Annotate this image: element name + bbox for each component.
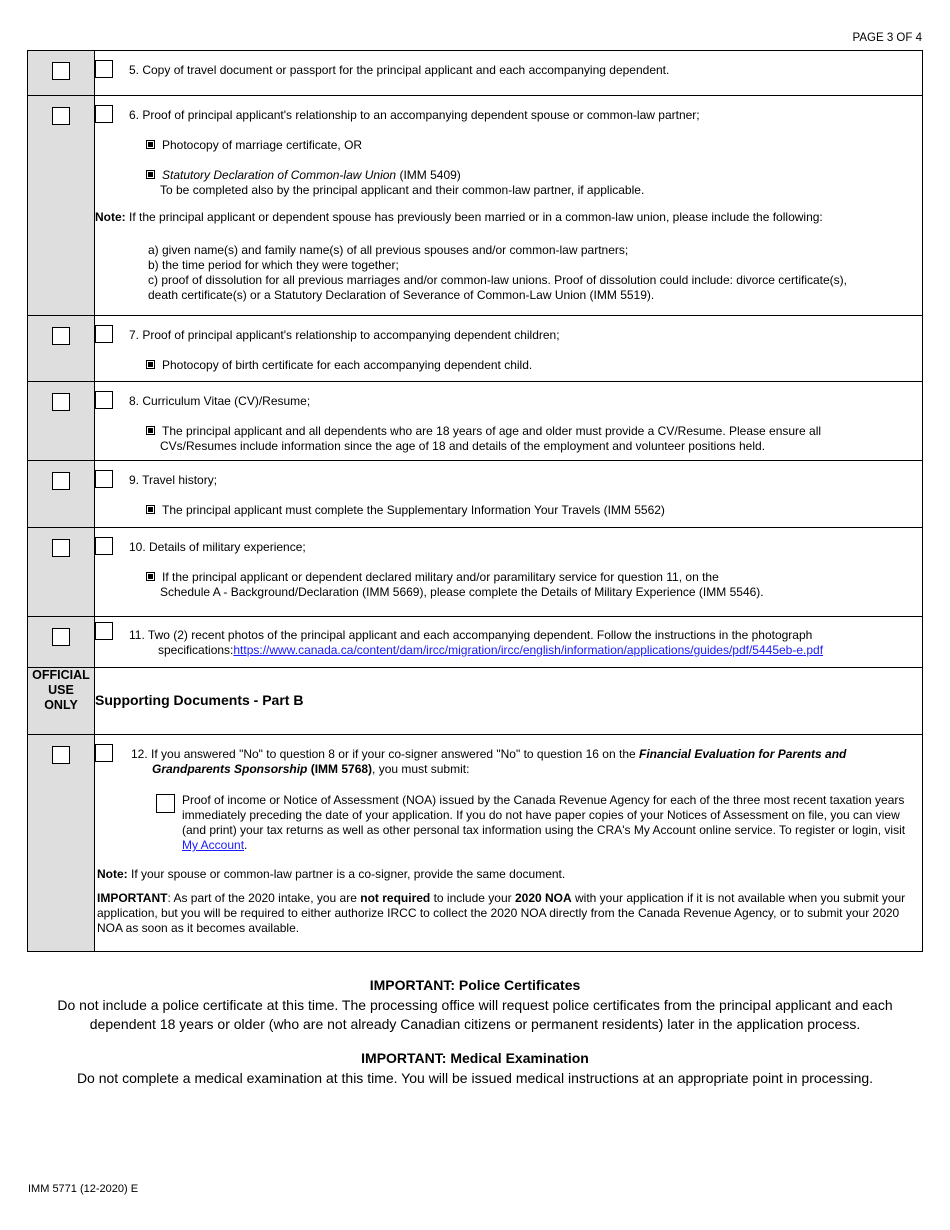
item-10-text: 10. Details of military experience; xyxy=(129,540,306,554)
bullet-icon xyxy=(146,426,155,435)
item-7-text: 7. Proof of principal applicant's relationship to accompanying dependent children; xyxy=(129,328,560,342)
checklist-row-11: 11. Two (2) recent photos of the principal applicant and each accompanying dependent. Follow the instructions in the photograph specifications:https://www.canada.ca/content/dam/ircc/migration/ircc/english/information/applications/guides/pdf/5445eb-e.pdf xyxy=(28,617,923,668)
checklist-row-8 xyxy=(28,382,923,461)
official-use-cell xyxy=(28,382,95,461)
bullet-icon xyxy=(146,170,155,179)
item-9-checkbox[interactable] xyxy=(95,470,113,488)
official-use-cell xyxy=(28,735,95,952)
item-8-checkbox[interactable] xyxy=(95,391,113,409)
official-use-checkbox[interactable] xyxy=(52,107,70,125)
official-use-checkbox[interactable] xyxy=(52,62,70,80)
checklist-row-5 xyxy=(28,51,923,96)
medical-examination-section xyxy=(40,1049,910,1088)
item-12-note: Note: If your spouse or common-law partner is a co-signer, provide the same document. xyxy=(97,867,566,881)
official-use-cell xyxy=(28,528,95,617)
bullet-icon xyxy=(146,360,155,369)
bullet-icon xyxy=(146,505,155,514)
medical-examination-text: Do not complete a medical examination at this time. You will be issued medical instructions at an appropriate point in processing. xyxy=(76,1070,874,1086)
part-b-title: Supporting Documents - Part B xyxy=(95,692,304,708)
item-12-text: 12. If you answered "No" to question 8 or if your co-signer answered "No" to question 16 on the Financial Evaluation for Parents and Grandparents Sponsorship (IMM 5768), you must submit: xyxy=(131,747,847,776)
item-12-subitem: Proof of income or Notice of Assessment (NOA) issued by the Canada Revenue Agency for each of the three most recent taxation years immediately preceding the date of your application. If you do not have paper copies of your Notices of Assessment on file, you can view (and print) your tax returns as well as other personal tax information using the CRA's My Account online service. To register or login, visit My Account. xyxy=(156,793,922,853)
item-12-checkbox[interactable] xyxy=(95,744,113,762)
proof-of-income-text: Proof of income or Notice of Assessment (NOA) issued by the Canada Revenue Agency for each of the three most recent taxation years immediately preceding the date of your application. If you do not have paper copies of your Notices of Assessment on file, you can view (and print) your tax returns as well as other personal tax information using the CRA's My Account online service. To register or login, visit xyxy=(182,793,906,837)
official-use-cell xyxy=(28,316,95,382)
item-8-bullet-1: The principal applicant and all dependents who are 18 years of age and older must provide a CV/Resume. Please ensure all CVs/Resumes include information since the age of 18 and details of the employment and volunteer positions held. xyxy=(146,424,922,454)
checklist-row-12 xyxy=(28,735,923,952)
item-6-note: Note: If the principal applicant or dependent spouse has previously been married or in a common-law union, please include the following: xyxy=(95,210,823,224)
police-certificates-section xyxy=(40,976,910,1034)
item-11-checkbox[interactable] xyxy=(95,622,113,640)
official-use-checkbox[interactable] xyxy=(52,393,70,411)
item-6-checkbox[interactable] xyxy=(95,105,113,123)
official-use-checkbox[interactable] xyxy=(52,472,70,490)
photo-specifications-link[interactable]: https://www.canada.ca/content/dam/ircc/migration/ircc/english/information/applications/guides/pdf/5445eb-e.pdf xyxy=(233,643,824,657)
checklist-row-10 xyxy=(28,528,923,617)
checklist-row-7 xyxy=(28,316,923,382)
item-6-sublist: a) given name(s) and family name(s) of all previous spouses and/or common-law partners; b) the time period for which they were together; c) proof of dissolution for all previous marriages and/or common-law unions. Proof of dissolution could include: divorce certificate(s), death certificate(s) or a Statutory Declaration of Severance of Common-Law Union (IMM 5519). xyxy=(148,243,847,302)
bullet-icon xyxy=(146,572,155,581)
official-use-only-label: OFFICIAL USE ONLY xyxy=(28,668,95,735)
official-use-cell xyxy=(28,51,95,96)
item-7-bullet-1: Photocopy of birth certificate for each accompanying dependent child. xyxy=(146,358,922,373)
form-code: IMM 5771 (12-2020) E xyxy=(28,1183,139,1195)
official-use-checkbox[interactable] xyxy=(52,327,70,345)
item-6-bullet-1: Photocopy of marriage certificate, OR xyxy=(146,138,922,153)
my-account-link[interactable]: My Account xyxy=(182,838,245,852)
item-6-bullet-2: Statutory Declaration of Common-law Union (IMM 5409) To be completed also by the principal applicant and their common-law partner, if applicable. xyxy=(146,168,922,198)
item-11-text: 11. Two (2) recent photos of the principal applicant and each accompanying dependent. Follow the instructions in the photograph xyxy=(129,628,813,642)
item-5-checkbox[interactable] xyxy=(95,60,113,78)
page-number: PAGE 3 OF 4 xyxy=(852,32,922,44)
police-certificates-text: Do not include a police certificate at this time. The processing office will request police certificates from the principal applicant and each dependent 18 years or older (who are not already Canadian citizens or permanent residents) later in the application process. xyxy=(57,997,893,1032)
document-checklist-table xyxy=(27,50,923,952)
official-use-cell xyxy=(28,617,95,668)
item-5-text: 5. Copy of travel document or passport for the principal applicant and each accompanying dependent. xyxy=(129,63,670,77)
item-12-important: IMPORTANT: As part of the 2020 intake, you are not required to include your 2020 NOA with your application if it is not available when you submit your application, but you will be required to either authorize IRCC to collect the 2020 NOA directly from the Canada Revenue Agency, or to submit your 2020 NOA as soon as it becomes available. xyxy=(97,891,906,935)
proof-of-income-checkbox[interactable] xyxy=(156,794,175,813)
official-use-checkbox[interactable] xyxy=(52,539,70,557)
item-10-bullet-1: If the principal applicant or dependent declared military and/or paramilitary service for question 11, on the Schedule A - Background/Declaration (IMM 5669), please complete the Details of Military Experience (IMM 5546). xyxy=(146,570,922,600)
item-9-bullet-1: The principal applicant must complete the Supplementary Information Your Travels (IMM 5562) xyxy=(146,503,922,518)
checklist-row-9 xyxy=(28,461,923,528)
item-9-text: 9. Travel history; xyxy=(129,473,218,487)
official-use-checkbox[interactable] xyxy=(52,746,70,764)
medical-examination-title: IMPORTANT: Medical Examination xyxy=(361,1050,589,1066)
bullet-icon xyxy=(146,140,155,149)
item-6-text: 6. Proof of principal applicant's relationship to an accompanying dependent spouse or common-law partner; xyxy=(129,108,700,122)
official-use-cell xyxy=(28,461,95,528)
part-b-header-row xyxy=(28,668,923,735)
checklist-row-6 xyxy=(28,96,923,316)
item-8-text: 8. Curriculum Vitae (CV)/Resume; xyxy=(129,394,311,408)
police-certificates-title: IMPORTANT: Police Certificates xyxy=(369,977,581,993)
official-use-checkbox[interactable] xyxy=(52,628,70,646)
item-10-checkbox[interactable] xyxy=(95,537,113,555)
item-7-checkbox[interactable] xyxy=(95,325,113,343)
official-use-cell xyxy=(28,96,95,316)
